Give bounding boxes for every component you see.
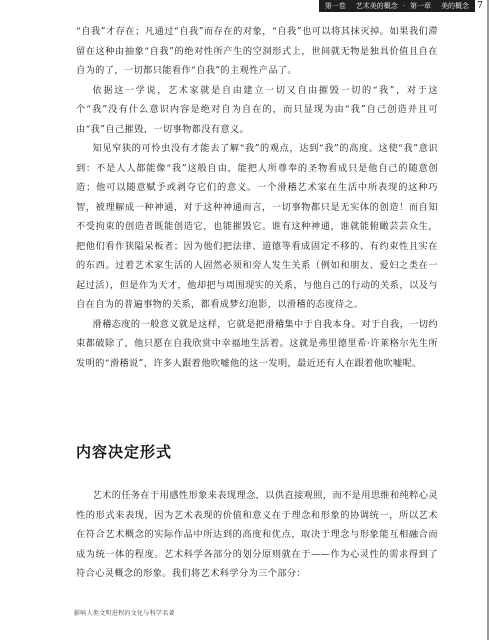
header-volume: 第一卷 [324,2,346,10]
series-footer: 影响人类文明进程的文化与科学名著 [74,610,175,617]
paragraph: 知见窄狭的可怜虫没有才能去了解“我”的观点，达到“我”的高度。这使“我”意识到：不是人人都能像“我”这般自由，能把人所尊奉的圣物看成只是他自己的随意创造；他可以随意赋予或剥夺它们的意义。一个滑稽艺术家在生活中所表现的这种巧智，被理解成一种神通，对于这种神通而言，一切事物都只是无实体的创造！而自知不受拘束的创造者既能创造它，也能摧毁它。谁有这种神通，谁就能俯瞰芸芸众生，把他们看作狭隘呆板者；因为他们把法律、道德等看成固定不移的、有约束性且实在的东西。过着艺术家生活的人固然必须和旁人发生关系（例如和朋友、爱妇之类在一起过活），但是作为天才，他却把与周围现实的关系，与他自己的行动的关系，以及与自在自为的普遍事物的关系，都看成梦幻泡影，以滑稽的态度待之。 [76,143,438,310]
header-chapter-title: 美的概念 [441,2,469,10]
main-text [76,22,438,373]
paragraph: 依据这一学说，艺术家就是自由建立一切又自由摧毁一切的“我”，对于这个“我”没有什么意识内容是绝对自为自在的，而只显现为由“我”自己创造并且可由“我”自己摧毁，一切事物都没有意义。 [76,84,438,135]
paragraph-continued: “自我”才存在；凡通过“自我”而存在的对象，“自我”也可以将其抹灭掉。如果我们滞留在这种由抽象“自我”的绝对性所产生的空洞形式上，世间就无物是独具价值且自在自为的了，一切都只能看作“自我”的主观性产品了。 [76,26,438,76]
section-text [76,486,438,584]
paragraph: 艺术的任务在于用感性形象来表现理念，以供直接观照，而不是用思维和纯粹心灵性的形式来表现，因为艺术表现的价值和意义在于理念和形象的协调统一，所以艺术在符合艺术概念的实际作品中所达到的高度和优点，取决于理念与形象能互相融合而成为统一体的程度。艺术科学各部分的划分原则就在于——作为心灵性的需求得到了符合心灵概念的形象。我们将艺术科学分为三个部分： [76,490,438,579]
paragraph: 滑稽态度的一般意义就是这样，它就是把滑稽集中于自我本身。对于自我，一切约束都破除了，他只愿在自我欣赏中幸福地生活着。这就是弗里德里希·许莱格尔先生所发明的“滑稽说”，许多人跟着他吹嘘他的这一发明，最近还有人在跟着他吹嘘呢。 [76,318,438,369]
header-volume-title: 艺术美的概念 [355,2,398,10]
page-number: 7 [477,1,483,11]
running-header: 第一卷 艺术美的概念 · 第一章 美的概念 [319,0,475,12]
section-heading: 内容决定形式 [76,443,173,461]
header-chapter: 第一章 [410,2,431,10]
